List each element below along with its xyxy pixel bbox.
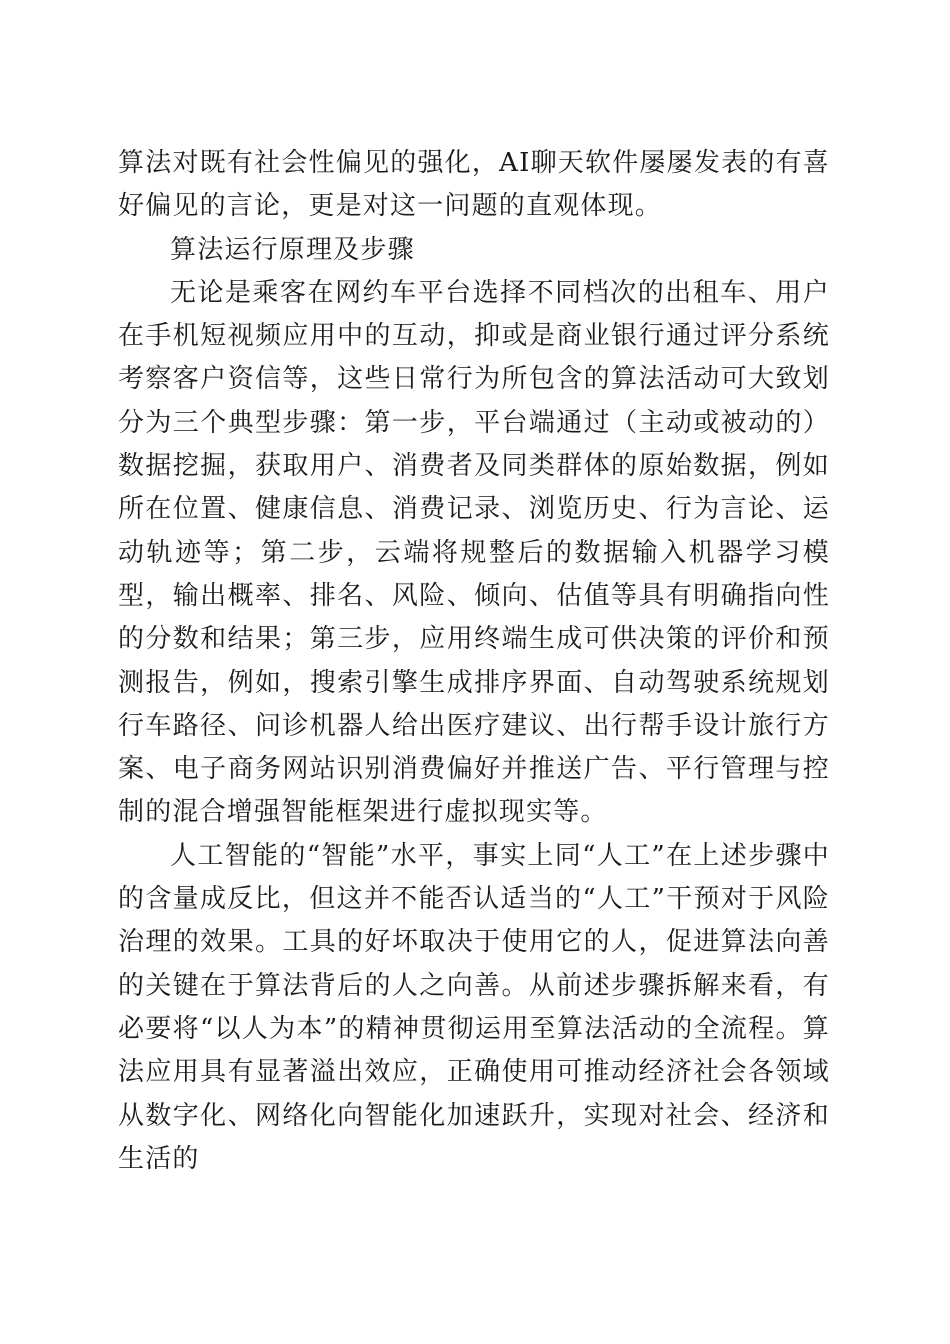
continuation-paragraph: 算法对既有社会性偏见的强化，AI聊天软件屡屡发表的有喜好偏见的言论，更是对这一问题的直观体现。: [118, 148, 830, 222]
document-body: [118, 142, 830, 1181]
section-heading: 算法运行原理及步骤: [170, 234, 415, 265]
human-intervention-paragraph: 人工智能的“智能”水平，事实上同“人工”在上述步骤中的含量成反比，但这并不能否认适当的“人工”干预对于风险治理的效果。工具的好坏取决于使用它的人，促进算法向善的关键在于算法背后的人之向善。从前述步骤拆解来看，有必要将“以人为本”的精神贯彻运用至算法活动的全流程。算法应用具有显著溢出效应，正确使用可推动经济社会各领域从数字化、网络化向智能化加速跃升，实现对社会、经济和生活的: [118, 840, 830, 1174]
algorithm-steps-paragraph: 无论是乘客在网约车平台选择不同档次的出租车、用户在手机短视频应用中的互动，抑或是商业银行通过评分系统考察客户资信等，这些日常行为所包含的算法活动可大致划分为三个典型步骤：第一步，平台端通过（主动或被动的）数据挖掘，获取用户、消费者及同类群体的原始数据，例如所在位置、健康信息、消费记录、浏览历史、行为言论、运动轨迹等；第二步，云端将规整后的数据输入机器学习模型，输出概率、排名、风险、倾向、估值等具有明确指向性的分数和结果；第三步，应用终端生成可供决策的评价和预测报告，例如，搜索引擎生成排序界面、自动驾驶系统规划行车路径、问诊机器人给出医疗建议、出行帮手设计旅行方案、电子商务网站识别消费偏好并推送广告、平行管理与控制的混合增强智能框架进行虚拟现实等。: [118, 277, 830, 828]
